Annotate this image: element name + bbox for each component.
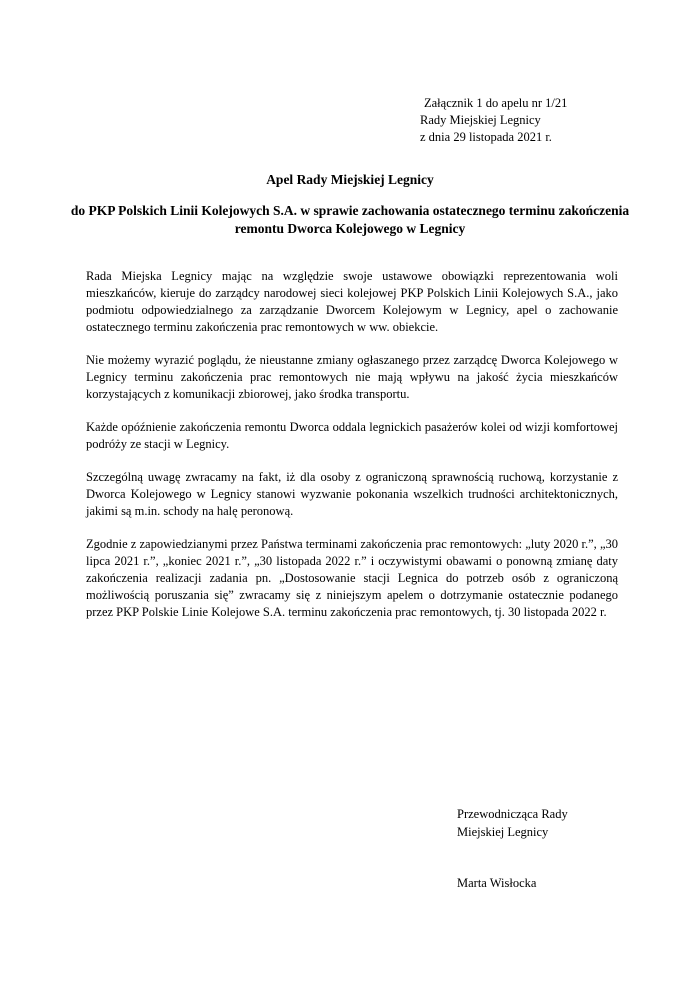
document-title: Apel Rady Miejskiej Legnicy — [266, 172, 434, 187]
document-body — [86, 268, 618, 637]
signature-role-line-1: Przewodnicząca Rady — [457, 807, 568, 821]
attachment-line-2: Rady Miejskiej Legnicy — [420, 113, 541, 127]
signature-name: Marta Wisłocka — [457, 876, 537, 890]
paragraph-5: Zgodnie z zapowiedzianymi przez Państwa terminami zakończenia prac remontowych: „luty 2020 r.”, „30 lipca 2021 r.”, „koniec 2021 r.”, „30 listopada 2022 r.” i oczywistymi obawami o ponowną zmianę daty zakończenia realizacji zadania pn. „Dostosowanie stacji Legnica do potrzeb osób z ograniczoną możliwością poruszania się” zwracamy się z niniejszym apelem o dotrzymanie ostatecznie podanego przez PKP Polskie Linie Kolejowe S.A. terminu zakończenia prac remontowych, tj. 30 listopada 2022 r. — [86, 537, 618, 619]
paragraph-3: Każde opóźnienie zakończenia remontu Dworca oddala legnickich pasażerów kolei od wizji komfortowej podróży ze stacji w Legnicy. — [86, 420, 618, 451]
document-subtitle: do PKP Polskich Linii Kolejowych S.A. w sprawie zachowania ostatecznego terminu zakończenia remontu Dworca Kolejowego w Legnicy — [70, 203, 630, 236]
signature-role-line-2: Miejskiej Legnicy — [457, 825, 549, 839]
attachment-line-1: Załącznik 1 do apelu nr 1/21 — [424, 96, 568, 110]
paragraph-4: Szczególną uwagę zwracamy na fakt, iż dla osoby z ograniczoną sprawnością ruchową, korzystanie z Dworca Kolejowego w Legnicy stanowi wyzwanie pokonania wszelkich trudności architektonicznych, jakimi są m.in. schody na halę peronową. — [86, 470, 618, 518]
paragraph-2: Nie możemy wyrazić poglądu, że nieustanne zmiany ogłaszanego przez zarządcę Dworca Kolejowego w Legnicy terminu zakończenia prac remontowych nie mają wpływu na jakość życia mieszkańców korzystających z komunikacji zbiorowej, jako środka transportu. — [86, 353, 618, 401]
paragraph-1: Rada Miejska Legnicy mając na względzie swoje ustawowe obowiązki reprezentowania woli mieszkańców, kieruje do zarządcy narodowej sieci kolejowej PKP Polskich Linii Kolejowych S.A., jako podmiotu odpowiedzialnego za zarządzanie Dworcem Kolejowym w Legnicy, apel o zachowanie ostatecznego terminu zakończenia prac remontowych w ww. obiekcie. — [86, 269, 618, 334]
signature-role — [457, 805, 657, 841]
attachment-header — [420, 95, 680, 146]
attachment-line-3: z dnia 29 listopada 2021 r. — [420, 130, 552, 144]
